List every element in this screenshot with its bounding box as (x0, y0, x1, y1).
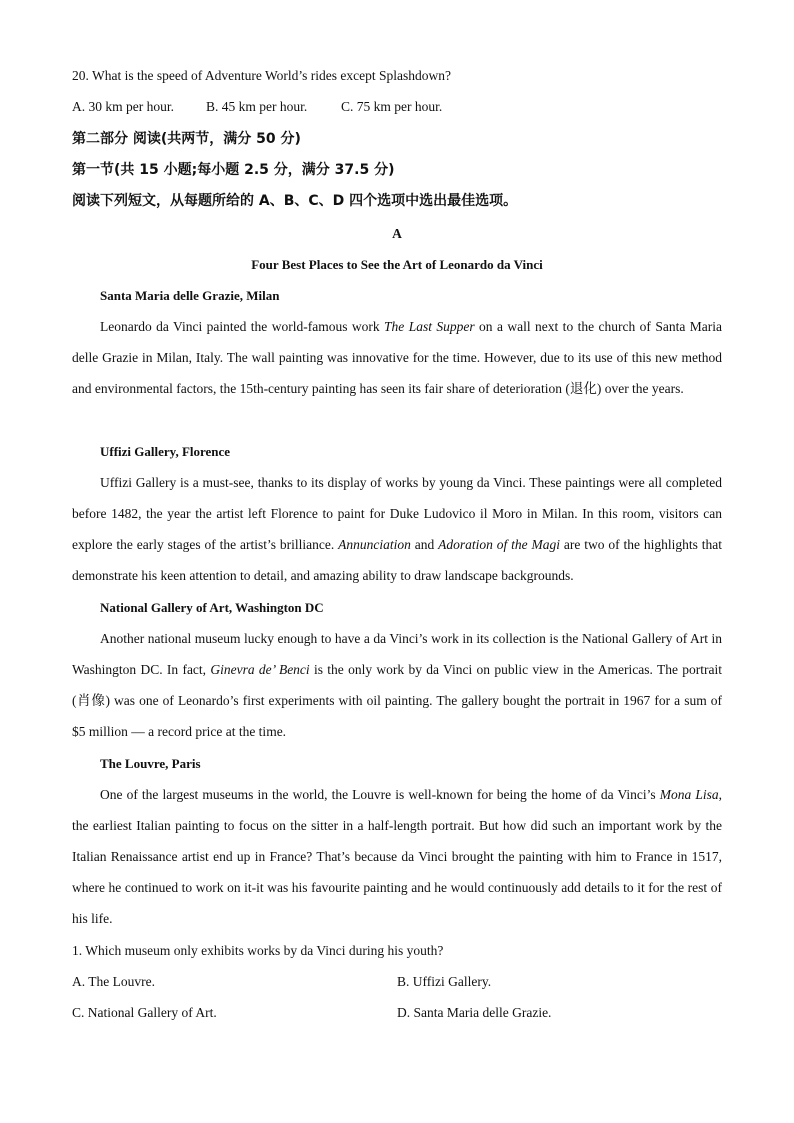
section-heading-paris: The Louvre, Paris (100, 756, 201, 771)
paragraph-washington: Another national museum lucky enough to have a da Vinci’s work in its collection is the National Gallery of Art in Washington DC. In fact, Ginevra de’ Benci is the only work by da Vinci on public view in the Americas. The portrait (肖像) was one of Leonardo’s first experiments with oil painting. The gallery bought the portrait in 1967 for a sum of $5 million — a record price at the time. (72, 631, 722, 739)
q1-option-a: A. The Louvre. (72, 974, 155, 989)
section-heading-milan: Santa Maria delle Grazie, Milan (100, 288, 280, 303)
q1-option-d: D. Santa Maria delle Grazie. (397, 1005, 552, 1020)
section-heading-florence: Uffizi Gallery, Florence (100, 444, 231, 459)
instruction: 阅读下列短文，从每题所给的 A、B、C、D 四个选项中选出最佳选项。 (72, 193, 518, 209)
q1-option-b: B. Uffizi Gallery. (397, 974, 492, 989)
subsection-heading: 第一节(共 15 小题;每小题 2.5 分，满分 37.5 分) (72, 162, 395, 178)
paragraph-florence: Uffizi Gallery is a must-see, thanks to its display of works by young da Vinci. These paintings were all completed before 1482, the year the artist left Florence to paint for Duke Ludovico il Moro in Milan. In this room, visitors can explore the early stages of the artist’s brilliance. Annunciation and Adoration of the Magi are two of the highlights that demonstrate his keen attention to detail, and amazing ability to draw landscape backgrounds. (72, 475, 723, 583)
option-c: C. 75 km per hour. (341, 99, 443, 114)
question-1: 1. Which museum only exhibits works by da Vinci during his youth? (72, 943, 444, 958)
option-b: B. 45 km per hour. (206, 99, 308, 114)
option-a: A. 30 km per hour. (72, 99, 174, 114)
section-heading: 第二部分 阅读(共两节，满分 50 分) (72, 131, 301, 147)
passage-letter: A (392, 226, 402, 241)
section-heading-washington: National Gallery of Art, Washington DC (100, 600, 324, 615)
q1-option-c: C. National Gallery of Art. (72, 1005, 217, 1020)
question-20: 20. What is the speed of Adventure World’s rides except Splashdown? (72, 68, 451, 83)
paragraph-milan: Leonardo da Vinci painted the world-famous work The Last Supper on a wall next to the church of Santa Maria delle Grazie in Milan, Italy. The wall painting was innovative for the time. However, due to its use of this new method and environmental factors, the 15th-century painting has seen its fair share of deterioration (退化) over the years. (72, 319, 722, 396)
paragraph-paris: One of the largest museums in the world, the Louvre is well-known for being the home of da Vinci’s Mona Lisa, the earliest Italian painting to focus on the sitter in a half-length portrait. But how did such an important work by the Italian Renaissance artist end up in France? That’s because da Vinci brought the painting with him to France in 1517, where he continued to work on it-it was his favourite painting and he would continuously add details to it for the rest of his life. (72, 787, 722, 926)
passage-title: Four Best Places to See the Art of Leonardo da Vinci (251, 257, 543, 272)
